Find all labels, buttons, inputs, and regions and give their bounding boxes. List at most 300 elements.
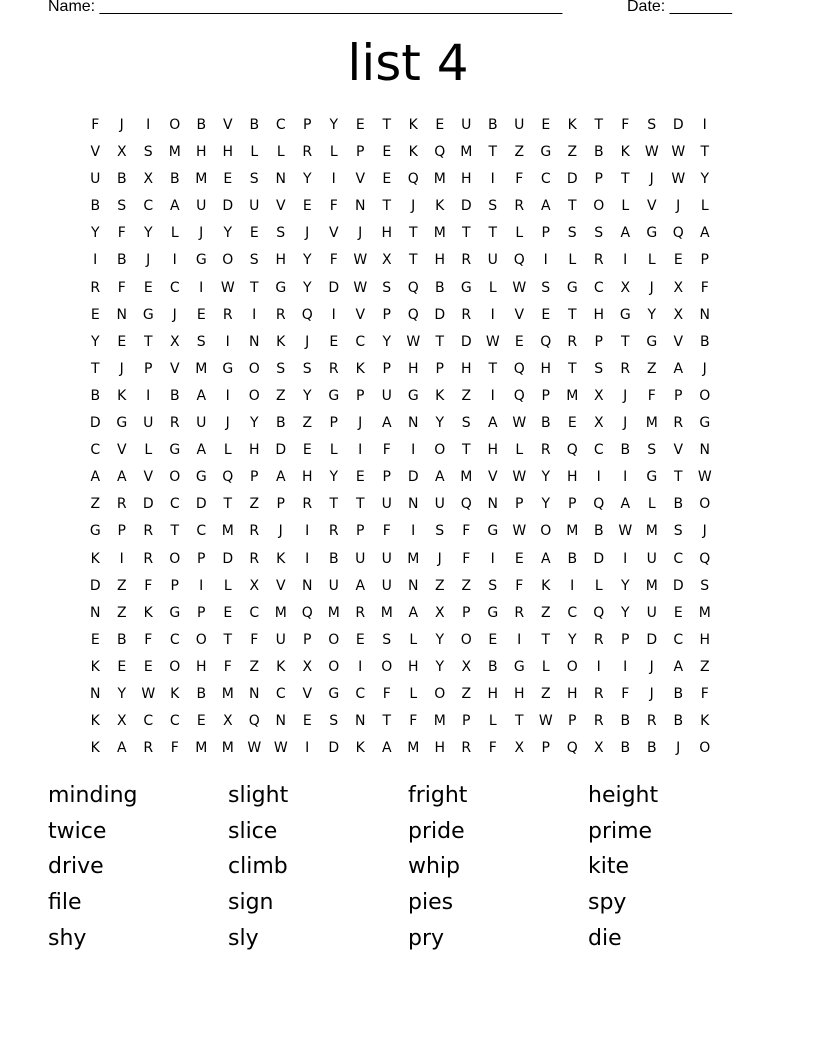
grid-letter: U bbox=[90, 171, 101, 188]
word-list-item: die bbox=[588, 925, 622, 951]
grid-letter: V bbox=[222, 117, 233, 133]
grid-letter: K bbox=[435, 387, 445, 404]
grid-letter: D bbox=[460, 198, 472, 215]
grid-letter: G bbox=[460, 279, 472, 296]
grid-letter: T bbox=[620, 171, 630, 188]
grid-letter: I bbox=[225, 387, 230, 404]
grid-letter: X bbox=[514, 740, 525, 757]
grid-letter: F bbox=[382, 442, 391, 459]
grid-letter: V bbox=[328, 225, 339, 242]
grid-letter: G bbox=[699, 415, 711, 432]
grid-letter: T bbox=[382, 117, 392, 133]
grid-letter: Y bbox=[647, 306, 657, 323]
grid-letter: X bbox=[169, 333, 180, 350]
grid-letter: B bbox=[646, 740, 657, 757]
grid-letter: L bbox=[144, 442, 153, 459]
grid-letter: N bbox=[116, 306, 127, 323]
grid-letter: V bbox=[90, 144, 101, 161]
grid-letter: R bbox=[249, 550, 260, 567]
word-list-item: slight bbox=[228, 783, 289, 808]
grid-letter: T bbox=[408, 252, 418, 269]
grid-letter: E bbox=[302, 713, 312, 730]
grid-letter: M bbox=[645, 523, 658, 540]
grid-letter: Z bbox=[90, 496, 101, 513]
grid-letter: R bbox=[593, 252, 604, 269]
word-list-item: whip bbox=[408, 854, 461, 880]
grid-letter: K bbox=[408, 117, 418, 133]
grid-letter: Q bbox=[301, 604, 313, 621]
grid-letter: Q bbox=[699, 550, 711, 567]
grid-letter: E bbox=[223, 171, 233, 188]
grid-letter: C bbox=[673, 631, 684, 648]
grid-letter: T bbox=[620, 333, 630, 350]
grid-letter: K bbox=[435, 198, 445, 215]
grid-letter: M bbox=[221, 740, 234, 757]
grid-letter: D bbox=[89, 577, 101, 594]
grid-letter: R bbox=[328, 523, 339, 540]
grid-letter: E bbox=[143, 658, 153, 675]
grid-letter: C bbox=[355, 685, 366, 702]
grid-letter: B bbox=[434, 279, 445, 296]
grid-letter: L bbox=[647, 252, 656, 269]
grid-letter: N bbox=[699, 306, 710, 323]
date-field-label: Date: _______ bbox=[627, 0, 732, 15]
grid-letter: U bbox=[249, 198, 260, 215]
grid-letter: T bbox=[673, 469, 683, 486]
grid-letter: Y bbox=[620, 604, 630, 621]
grid-letter: M bbox=[460, 144, 473, 161]
grid-letter: B bbox=[593, 523, 604, 540]
grid-letter: F bbox=[462, 523, 471, 540]
grid-letter: G bbox=[487, 604, 499, 621]
grid-letter: B bbox=[593, 144, 604, 161]
grid-letter: W bbox=[353, 252, 368, 269]
grid-letter: U bbox=[381, 577, 392, 594]
grid-letter: Y bbox=[329, 469, 339, 486]
grid-letter: Q bbox=[407, 171, 419, 188]
grid-letter: R bbox=[116, 496, 127, 513]
grid-letter: B bbox=[540, 415, 551, 432]
grid-letter: B bbox=[196, 685, 207, 702]
grid-letter: P bbox=[197, 604, 206, 621]
grid-letter: G bbox=[195, 252, 207, 269]
grid-letter: Q bbox=[301, 306, 313, 323]
grid-letter: O bbox=[566, 658, 578, 675]
grid-letter: I bbox=[517, 631, 522, 648]
grid-letter: R bbox=[143, 523, 154, 540]
grid-letter: M bbox=[433, 713, 446, 730]
grid-letter: P bbox=[462, 604, 471, 621]
grid-letter: V bbox=[275, 577, 286, 594]
grid-letter: X bbox=[302, 658, 313, 675]
grid-letter: X bbox=[673, 279, 684, 296]
grid-letter: L bbox=[276, 144, 285, 161]
grid-letter: I bbox=[490, 387, 495, 404]
grid-letter: M bbox=[407, 740, 420, 757]
grid-letter: C bbox=[143, 713, 154, 730]
grid-letter: U bbox=[487, 252, 498, 269]
grid-letter: C bbox=[355, 333, 366, 350]
grid-letter: G bbox=[169, 604, 181, 621]
grid-letter: L bbox=[250, 144, 259, 161]
word-list-item: pride bbox=[408, 818, 465, 844]
grid-letter: N bbox=[408, 415, 419, 432]
grid-letter: T bbox=[514, 713, 524, 730]
grid-letter: Y bbox=[90, 225, 100, 242]
grid-letter: D bbox=[672, 577, 684, 594]
grid-letter: W bbox=[538, 713, 553, 730]
grid-letter: Y bbox=[382, 333, 392, 350]
grid-letter: J bbox=[437, 550, 442, 567]
grid-letter: W bbox=[512, 469, 527, 486]
grid-letter: U bbox=[143, 415, 154, 432]
grid-letter: U bbox=[381, 387, 392, 404]
grid-letter: N bbox=[408, 496, 419, 513]
grid-letter: B bbox=[169, 387, 180, 404]
grid-letter: Y bbox=[249, 415, 259, 432]
grid-letter: J bbox=[649, 658, 654, 675]
grid-letter: I bbox=[623, 469, 628, 486]
grid-letter: K bbox=[700, 713, 710, 730]
grid-letter: H bbox=[699, 631, 711, 648]
grid-letter: P bbox=[170, 577, 179, 594]
grid-letter: P bbox=[329, 415, 338, 432]
grid-letter: R bbox=[593, 631, 604, 648]
grid-letter: E bbox=[435, 117, 445, 133]
grid-letter: O bbox=[593, 198, 605, 215]
grid-letter: K bbox=[170, 685, 180, 702]
grid-letter: R bbox=[90, 279, 101, 296]
grid-letter: P bbox=[515, 496, 524, 513]
word-list bbox=[48, 779, 768, 957]
grid-letter: X bbox=[620, 279, 631, 296]
grid-letter: L bbox=[488, 279, 497, 296]
grid-letter: K bbox=[276, 658, 286, 675]
grid-letter: Q bbox=[593, 604, 605, 621]
grid-letter: C bbox=[169, 713, 180, 730]
grid-letter: D bbox=[275, 442, 287, 459]
grid-letter: C bbox=[540, 171, 551, 188]
grid-letter: V bbox=[646, 198, 657, 215]
grid-letter: P bbox=[356, 387, 365, 404]
grid-letter: G bbox=[646, 333, 658, 350]
grid-letter: R bbox=[249, 523, 260, 540]
grid-letter: I bbox=[119, 550, 124, 567]
grid-letter: O bbox=[381, 658, 393, 675]
grid-letter: D bbox=[434, 306, 446, 323]
grid-letter: T bbox=[594, 117, 604, 133]
grid-letter: P bbox=[462, 713, 471, 730]
grid-letter: R bbox=[328, 360, 339, 377]
grid-letter: L bbox=[515, 442, 524, 459]
grid-letter: V bbox=[673, 442, 684, 459]
grid-letter: X bbox=[434, 604, 445, 621]
grid-letter: R bbox=[143, 550, 154, 567]
grid-letter: F bbox=[329, 198, 338, 215]
grid-letter: Z bbox=[646, 360, 657, 377]
grid-letter: Z bbox=[249, 496, 260, 513]
grid-letter: G bbox=[275, 279, 287, 296]
grid-letter: P bbox=[382, 469, 391, 486]
grid-letter: R bbox=[275, 306, 286, 323]
grid-letter: B bbox=[275, 415, 286, 432]
grid-letter: I bbox=[146, 117, 151, 133]
grid-letter: S bbox=[117, 198, 127, 215]
grid-letter: J bbox=[649, 171, 654, 188]
grid-letter: U bbox=[275, 631, 286, 648]
grid-letter: R bbox=[514, 198, 525, 215]
grid-letter: X bbox=[249, 577, 260, 594]
grid-letter: T bbox=[170, 523, 180, 540]
grid-letter: M bbox=[221, 523, 234, 540]
word-list-item: fright bbox=[408, 783, 468, 808]
grid-letter: S bbox=[276, 225, 286, 242]
grid-letter: A bbox=[620, 225, 631, 242]
grid-letter: A bbox=[169, 198, 180, 215]
grid-letter: A bbox=[673, 360, 684, 377]
grid-letter: T bbox=[90, 360, 100, 377]
grid-letter: T bbox=[567, 360, 577, 377]
grid-letter: C bbox=[169, 496, 180, 513]
grid-letter: M bbox=[221, 685, 234, 702]
grid-letter: I bbox=[411, 442, 416, 459]
grid-letter: I bbox=[702, 117, 707, 133]
grid-letter: S bbox=[302, 360, 312, 377]
word-list-item: sly bbox=[228, 925, 259, 951]
grid-letter: B bbox=[673, 496, 684, 513]
grid-letter: N bbox=[355, 713, 366, 730]
grid-letter: Z bbox=[116, 577, 127, 594]
grid-letter: E bbox=[302, 442, 312, 459]
grid-letter: T bbox=[223, 496, 233, 513]
grid-letter: H bbox=[195, 144, 207, 161]
grid-letter: N bbox=[90, 604, 101, 621]
grid-letter: D bbox=[222, 198, 234, 215]
grid-letter: A bbox=[540, 198, 551, 215]
grid-letter: L bbox=[409, 631, 418, 648]
grid-letter: S bbox=[276, 360, 286, 377]
grid-letter: L bbox=[594, 577, 603, 594]
grid-letter: B bbox=[620, 740, 631, 757]
grid-letter: S bbox=[488, 577, 498, 594]
grid-letter: F bbox=[621, 117, 630, 133]
grid-letter: P bbox=[303, 631, 312, 648]
grid-letter: H bbox=[407, 658, 419, 675]
grid-letter: I bbox=[305, 740, 310, 757]
grid-letter: N bbox=[699, 442, 710, 459]
grid-letter: D bbox=[328, 279, 340, 296]
grid-letter: R bbox=[461, 306, 472, 323]
grid-letter: S bbox=[435, 523, 445, 540]
grid-letter: O bbox=[699, 496, 711, 513]
grid-letter: E bbox=[302, 198, 312, 215]
grid-letter: G bbox=[328, 387, 340, 404]
grid-letter: Q bbox=[407, 279, 419, 296]
grid-letter: Y bbox=[435, 415, 445, 432]
word-list-item: shy bbox=[48, 925, 87, 951]
grid-letter: S bbox=[700, 577, 710, 594]
grid-letter: V bbox=[673, 333, 684, 350]
grid-letter: Y bbox=[541, 469, 551, 486]
grid-letter: N bbox=[90, 685, 101, 702]
grid-letter: S bbox=[594, 360, 604, 377]
grid-letter: R bbox=[302, 144, 313, 161]
grid-letter: P bbox=[594, 333, 603, 350]
grid-letter: I bbox=[252, 306, 257, 323]
grid-letter: F bbox=[382, 523, 391, 540]
grid-letter: I bbox=[358, 658, 363, 675]
grid-letter: G bbox=[89, 523, 101, 540]
grid-letter: M bbox=[407, 550, 420, 567]
grid-letter: F bbox=[117, 225, 126, 242]
grid-letter: M bbox=[327, 604, 340, 621]
grid-letter: F bbox=[515, 577, 524, 594]
grid-letter: C bbox=[169, 279, 180, 296]
grid-letter: B bbox=[673, 685, 684, 702]
grid-letter: I bbox=[93, 252, 98, 269]
grid-letter: I bbox=[623, 550, 628, 567]
grid-letter: J bbox=[676, 198, 681, 215]
grid-letter: Q bbox=[513, 387, 525, 404]
grid-letter: F bbox=[144, 577, 153, 594]
grid-letter: T bbox=[461, 225, 471, 242]
grid-letter: J bbox=[702, 360, 707, 377]
grid-letter: R bbox=[222, 306, 233, 323]
grid-letter: O bbox=[699, 740, 711, 757]
grid-letter: W bbox=[220, 279, 235, 296]
grid-letter: J bbox=[305, 225, 310, 242]
grid-letter: F bbox=[250, 631, 259, 648]
grid-letter: Z bbox=[540, 685, 551, 702]
grid-letter: K bbox=[90, 713, 100, 730]
grid-letter: T bbox=[435, 333, 445, 350]
grid-letter: E bbox=[196, 306, 206, 323]
grid-letter: A bbox=[116, 469, 127, 486]
grid-letter: G bbox=[116, 415, 128, 432]
grid-letter: B bbox=[487, 117, 498, 133]
grid-letter: M bbox=[566, 387, 579, 404]
grid-letter: H bbox=[593, 306, 605, 323]
grid-letter: F bbox=[488, 740, 497, 757]
grid-letter: P bbox=[382, 306, 391, 323]
grid-letter: G bbox=[169, 442, 181, 459]
grid-letter: E bbox=[90, 631, 100, 648]
word-list-item: pies bbox=[408, 890, 454, 916]
grid-letter: K bbox=[408, 144, 418, 161]
grid-letter: P bbox=[303, 117, 312, 133]
grid-letter: T bbox=[143, 333, 153, 350]
grid-letter: J bbox=[649, 685, 654, 702]
grid-letter: I bbox=[305, 523, 310, 540]
grid-letter: I bbox=[199, 577, 204, 594]
grid-letter: L bbox=[568, 252, 577, 269]
grid-letter: B bbox=[90, 198, 101, 215]
letter-grid bbox=[82, 114, 718, 764]
grid-letter: T bbox=[355, 496, 365, 513]
grid-letter: Z bbox=[567, 144, 578, 161]
grid-letter: Y bbox=[302, 171, 312, 188]
grid-letter: F bbox=[144, 631, 153, 648]
grid-letter: F bbox=[223, 658, 232, 675]
grid-letter: W bbox=[618, 523, 633, 540]
grid-letter: B bbox=[196, 117, 207, 133]
grid-letter: H bbox=[407, 360, 419, 377]
grid-letter: G bbox=[619, 306, 631, 323]
grid-letter: B bbox=[116, 252, 127, 269]
word-list-item: drive bbox=[48, 854, 104, 880]
grid-letter: Z bbox=[461, 685, 472, 702]
grid-letter: I bbox=[146, 387, 151, 404]
grid-letter: L bbox=[488, 713, 497, 730]
grid-letter: O bbox=[169, 550, 181, 567]
grid-letter: R bbox=[673, 415, 684, 432]
grid-letter: W bbox=[644, 144, 659, 161]
grid-letter: Y bbox=[620, 577, 630, 594]
grid-letter: S bbox=[541, 279, 551, 296]
grid-letter: L bbox=[621, 198, 630, 215]
grid-letter: P bbox=[382, 360, 391, 377]
grid-letter: G bbox=[566, 279, 578, 296]
grid-letter: S bbox=[647, 117, 657, 133]
grid-letter: C bbox=[593, 442, 604, 459]
grid-letter: Y bbox=[541, 496, 551, 513]
grid-letter: Q bbox=[513, 360, 525, 377]
grid-letter: T bbox=[541, 631, 551, 648]
grid-letter: O bbox=[699, 387, 711, 404]
grid-letter: L bbox=[647, 496, 656, 513]
grid-letter: H bbox=[222, 144, 234, 161]
grid-letter: T bbox=[408, 225, 418, 242]
grid-letter: U bbox=[328, 577, 339, 594]
grid-letter: H bbox=[434, 740, 446, 757]
grid-letter: O bbox=[540, 523, 552, 540]
grid-letter: H bbox=[275, 252, 287, 269]
grid-letter: C bbox=[196, 523, 207, 540]
grid-letter: T bbox=[488, 144, 498, 161]
grid-letter: V bbox=[302, 685, 313, 702]
grid-letter: M bbox=[195, 740, 208, 757]
grid-letter: M bbox=[645, 577, 658, 594]
word-list-item: slice bbox=[228, 818, 278, 844]
grid-letter: O bbox=[434, 685, 446, 702]
grid-letter: F bbox=[409, 713, 418, 730]
grid-letter: I bbox=[358, 442, 363, 459]
word-list-item: height bbox=[588, 783, 659, 808]
grid-letter: E bbox=[355, 631, 365, 648]
grid-letter: N bbox=[355, 198, 366, 215]
grid-letter: G bbox=[222, 360, 234, 377]
word-list-item: prime bbox=[588, 818, 653, 844]
grid-letter: X bbox=[593, 740, 604, 757]
grid-letter: R bbox=[540, 442, 551, 459]
grid-letter: Z bbox=[699, 658, 710, 675]
grid-letter: G bbox=[646, 469, 658, 486]
grid-letter: S bbox=[461, 415, 471, 432]
grid-letter: X bbox=[116, 144, 127, 161]
grid-letter: L bbox=[700, 198, 709, 215]
grid-letter: M bbox=[168, 144, 181, 161]
grid-letter: X bbox=[593, 415, 604, 432]
grid-letter: Z bbox=[514, 144, 525, 161]
grid-letter: A bbox=[196, 442, 207, 459]
grid-letter: I bbox=[305, 550, 310, 567]
grid-letter: R bbox=[514, 604, 525, 621]
grid-letter: W bbox=[141, 685, 156, 702]
grid-letter: S bbox=[329, 713, 339, 730]
grid-letter: R bbox=[169, 415, 180, 432]
grid-letter: A bbox=[196, 387, 207, 404]
grid-letter: N bbox=[275, 713, 286, 730]
